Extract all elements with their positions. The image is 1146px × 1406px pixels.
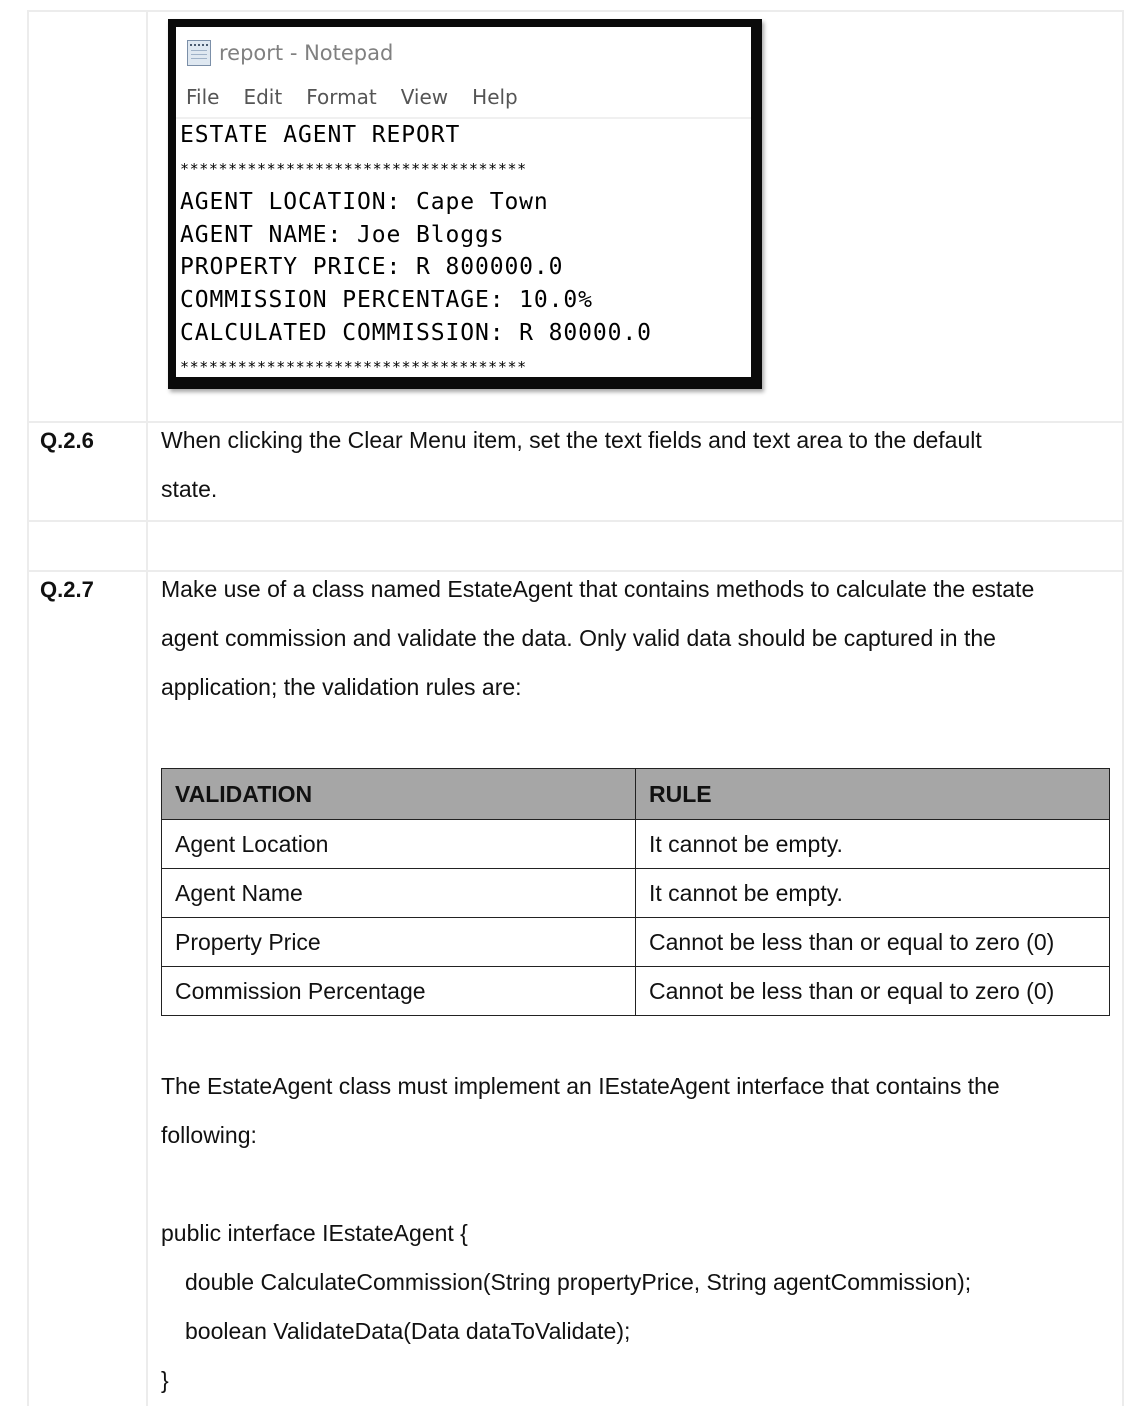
table-cell-rule: Cannot be less than or equal to zero (0)	[636, 918, 1110, 967]
menu-help[interactable]: Help	[472, 85, 518, 109]
table-row	[162, 967, 1110, 1016]
interface-intro	[161, 1062, 1111, 1160]
table-row	[162, 918, 1110, 967]
table-cell-rule: Cannot be less than or equal to zero (0)	[636, 967, 1110, 1016]
menu-edit[interactable]: Edit	[243, 85, 283, 109]
table-row	[162, 869, 1110, 918]
question-label-2-6: Q.2.6	[40, 428, 94, 453]
notepad-text-area[interactable]	[180, 119, 747, 384]
grid-line-right	[1122, 10, 1124, 1406]
code-line-3: boolean ValidateData(Data dataToValidate);	[185, 1318, 631, 1344]
table-cell-validation: Property Price	[162, 918, 636, 967]
grid-line-2	[28, 520, 1124, 522]
table-cell-validation: Agent Location	[162, 820, 636, 869]
question-text-2-7	[161, 565, 1111, 712]
menu-view[interactable]: View	[400, 85, 449, 109]
table-cell-validation: Agent Name	[162, 869, 636, 918]
table-cell-validation: Commission Percentage	[162, 967, 636, 1016]
report-name: AGENT NAME: Joe Bloggs	[180, 221, 505, 248]
report-stars-top: ************************************	[180, 159, 527, 178]
table-cell-rule: It cannot be empty.	[636, 869, 1110, 918]
code-line-2: double CalculateCommission(String propertyPrice, String agentCommission);	[185, 1269, 972, 1295]
table-header-validation: VALIDATION	[162, 769, 636, 820]
code-line-4: }	[161, 1367, 169, 1393]
report-price: PROPERTY PRICE: R 800000.0	[180, 254, 564, 281]
interface-intro-line-2: following:	[161, 1122, 257, 1148]
menu-file[interactable]: File	[186, 85, 220, 109]
grid-line-middle	[146, 10, 148, 1406]
notepad-menubar	[186, 85, 542, 109]
question-text-2-6	[161, 416, 1111, 514]
grid-line-left	[27, 10, 29, 1406]
report-stars-bottom: ************************************	[180, 357, 527, 376]
menu-format[interactable]: Format	[306, 85, 377, 109]
report-location: AGENT LOCATION: Cape Town	[180, 188, 549, 215]
notepad-screenshot	[168, 19, 762, 389]
q27-line-3: application; the validation rules are:	[161, 674, 522, 700]
report-commission: CALCULATED COMMISSION: R 80000.0	[180, 319, 652, 346]
validation-table	[161, 768, 1110, 1016]
notepad-title: report - Notepad	[219, 41, 394, 65]
code-line-1: public interface IEstateAgent {	[161, 1220, 468, 1246]
interface-code-block	[161, 1209, 1111, 1405]
q26-line-1: When clicking the Clear Menu item, set the text fields and text area to the default	[161, 427, 982, 453]
q27-line-1: Make use of a class named EstateAgent that contains methods to calculate the estate	[161, 576, 1035, 602]
q26-line-2: state.	[161, 476, 218, 502]
notepad-window	[176, 27, 751, 377]
q27-line-2: agent commission and validate the data. Only valid data should be captured in the	[161, 625, 996, 651]
grid-line-top	[28, 10, 1124, 12]
interface-intro-line-1: The EstateAgent class must implement an IEstateAgent interface that contains the	[161, 1073, 1000, 1099]
notepad-titlebar	[187, 38, 393, 68]
table-header-rule: RULE	[636, 769, 1110, 820]
report-heading: ESTATE AGENT REPORT	[180, 122, 461, 148]
table-cell-rule: It cannot be empty.	[636, 820, 1110, 869]
question-label-2-7: Q.2.7	[40, 577, 94, 602]
table-header-row	[162, 769, 1110, 820]
report-percentage: COMMISSION PERCENTAGE: 10.0%	[180, 287, 593, 314]
notepad-icon	[187, 40, 211, 66]
table-row	[162, 820, 1110, 869]
